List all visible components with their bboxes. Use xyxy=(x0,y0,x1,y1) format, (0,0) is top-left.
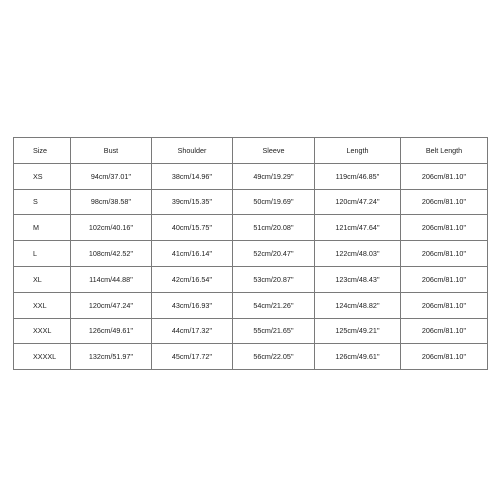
sleeve-cell: 51cm/20.08'' xyxy=(233,215,315,241)
size-cell: XS xyxy=(14,163,71,189)
shoulder-cell: 45cm/17.72'' xyxy=(152,344,233,370)
table-row xyxy=(14,215,488,241)
bust-cell: 108cm/42.52'' xyxy=(71,241,152,267)
sleeve-cell: 53cm/20.87'' xyxy=(233,266,315,292)
belt-length-cell: 206cm/81.10'' xyxy=(401,292,488,318)
sleeve-cell: 54cm/21.26'' xyxy=(233,292,315,318)
header-row xyxy=(14,138,488,164)
header-belt-length: Belt Length xyxy=(401,138,488,164)
belt-length-cell: 206cm/81.10'' xyxy=(401,215,488,241)
shoulder-cell: 41cm/16.14'' xyxy=(152,241,233,267)
length-cell: 122cm/48.03'' xyxy=(315,241,401,267)
sleeve-cell: 52cm/20.47'' xyxy=(233,241,315,267)
length-cell: 125cm/49.21'' xyxy=(315,318,401,344)
belt-length-cell: 206cm/81.10'' xyxy=(401,189,488,215)
size-cell: M xyxy=(14,215,71,241)
length-cell: 119cm/46.85'' xyxy=(315,163,401,189)
size-cell: XXXXL xyxy=(14,344,71,370)
header-length: Length xyxy=(315,138,401,164)
length-cell: 121cm/47.64'' xyxy=(315,215,401,241)
bust-cell: 102cm/40.16'' xyxy=(71,215,152,241)
size-cell: XXL xyxy=(14,292,71,318)
size-chart-table xyxy=(13,137,488,370)
size-cell: L xyxy=(14,241,71,267)
length-cell: 126cm/49.61'' xyxy=(315,344,401,370)
size-cell: S xyxy=(14,189,71,215)
bust-cell: 98cm/38.58'' xyxy=(71,189,152,215)
table-row xyxy=(14,163,488,189)
length-cell: 120cm/47.24'' xyxy=(315,189,401,215)
table-row xyxy=(14,292,488,318)
sleeve-cell: 50cm/19.69'' xyxy=(233,189,315,215)
belt-length-cell: 206cm/81.10'' xyxy=(401,318,488,344)
sleeve-cell: 49cm/19.29'' xyxy=(233,163,315,189)
belt-length-cell: 206cm/81.10'' xyxy=(401,241,488,267)
shoulder-cell: 42cm/16.54'' xyxy=(152,266,233,292)
shoulder-cell: 38cm/14.96'' xyxy=(152,163,233,189)
length-cell: 123cm/48.43'' xyxy=(315,266,401,292)
table-row xyxy=(14,189,488,215)
shoulder-cell: 44cm/17.32'' xyxy=(152,318,233,344)
table-row xyxy=(14,266,488,292)
belt-length-cell: 206cm/81.10'' xyxy=(401,163,488,189)
bust-cell: 132cm/51.97'' xyxy=(71,344,152,370)
sleeve-cell: 55cm/21.65'' xyxy=(233,318,315,344)
shoulder-cell: 39cm/15.35'' xyxy=(152,189,233,215)
table-row xyxy=(14,318,488,344)
table-row xyxy=(14,241,488,267)
bust-cell: 114cm/44.88'' xyxy=(71,266,152,292)
bust-cell: 94cm/37.01'' xyxy=(71,163,152,189)
bust-cell: 126cm/49.61'' xyxy=(71,318,152,344)
bust-cell: 120cm/47.24'' xyxy=(71,292,152,318)
shoulder-cell: 40cm/15.75'' xyxy=(152,215,233,241)
size-cell: XL xyxy=(14,266,71,292)
header-bust: Bust xyxy=(71,138,152,164)
header-sleeve: Sleeve xyxy=(233,138,315,164)
size-cell: XXXL xyxy=(14,318,71,344)
table-row xyxy=(14,344,488,370)
header-size: Size xyxy=(14,138,71,164)
header-shoulder: Shoulder xyxy=(152,138,233,164)
belt-length-cell: 206cm/81.10'' xyxy=(401,344,488,370)
length-cell: 124cm/48.82'' xyxy=(315,292,401,318)
sleeve-cell: 56cm/22.05'' xyxy=(233,344,315,370)
shoulder-cell: 43cm/16.93'' xyxy=(152,292,233,318)
belt-length-cell: 206cm/81.10'' xyxy=(401,266,488,292)
